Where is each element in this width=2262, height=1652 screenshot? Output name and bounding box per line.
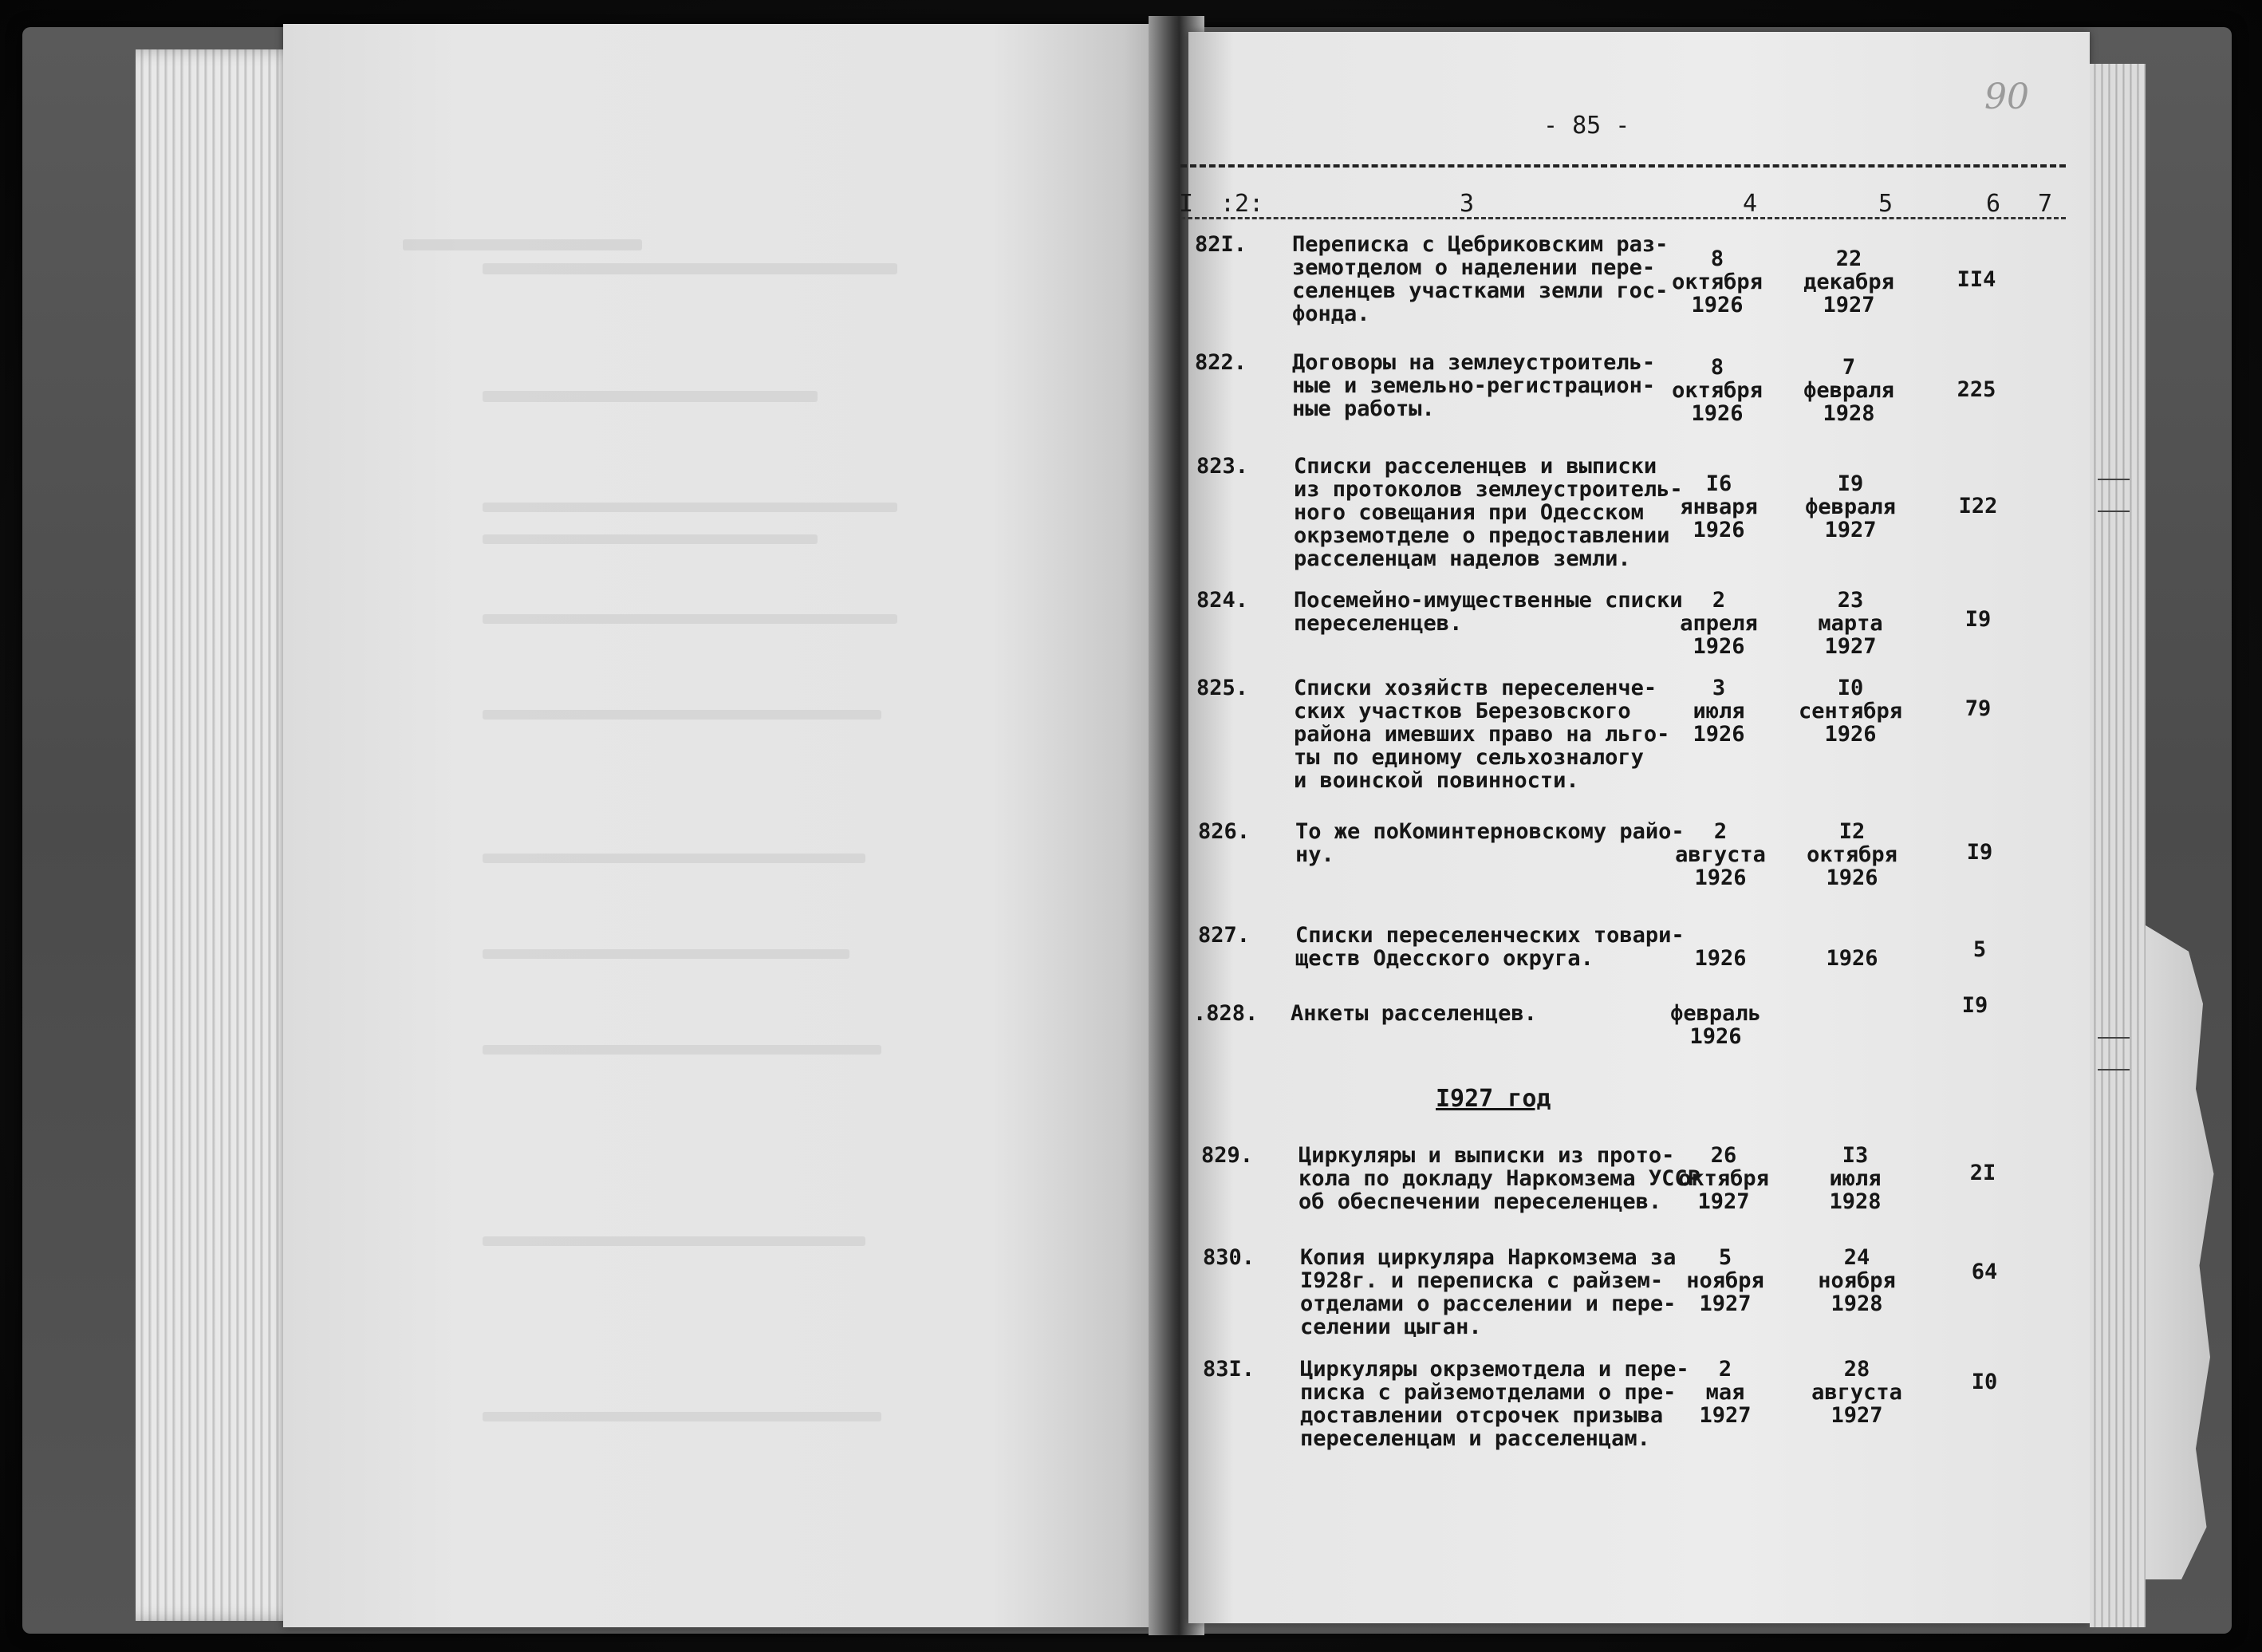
margin-mark (2098, 511, 2130, 512)
entry-start-date: 8 октября 1926 (1672, 355, 1763, 426)
entry-sheet-count: I9 (1961, 993, 1988, 1018)
column-1-header: I (1179, 190, 1194, 218)
entry-number: .828. (1193, 1001, 1259, 1026)
entry-sheet-count: I9 (1966, 840, 1993, 865)
right-page-edges (2090, 64, 2146, 1627)
entry-end-date: 23 марта 1927 (1818, 588, 1883, 659)
entry-sheet-count: 5 (1972, 937, 1987, 962)
entry-end-date: 1926 (1826, 946, 1878, 971)
entry-start-date: 2 августа 1926 (1675, 819, 1766, 890)
entry-description: Списки переселенческих товари- ществ Одесского округа. (1295, 923, 1685, 971)
entry-start-date: 2 мая 1927 (1699, 1357, 1752, 1428)
entry-start-date: 5 ноября 1927 (1686, 1245, 1764, 1316)
entry-number: 827. (1198, 923, 1251, 948)
entry-number: 826. (1198, 819, 1251, 844)
entry-number: 82I. (1195, 232, 1247, 257)
entry-start-date: 3 июля 1926 (1693, 676, 1745, 747)
column-5-header: 5 (1878, 190, 1894, 218)
entry-end-date: I2 октября 1926 (1807, 819, 1897, 890)
column-6-header: 6 (1986, 190, 2001, 218)
column-2-header: :2: (1220, 190, 1264, 218)
entry-number: 825. (1196, 676, 1249, 700)
margin-mark (2098, 1069, 2130, 1070)
entry-start-date: 2 апреля 1926 (1680, 588, 1758, 659)
entry-number: 830. (1203, 1245, 1255, 1270)
entry-sheet-count: 2I (1969, 1161, 1996, 1185)
entry-start-date: 1926 (1694, 946, 1747, 971)
handwritten-folio-number: 90 (1984, 77, 2029, 117)
entry-description: Списки хозяйств переселенче- ских участков Березовского района имевших право на льго- ты по единому сельхозналогу и воинской повинности. (1294, 676, 1670, 793)
column-header-rule (1180, 217, 2066, 219)
entry-end-date: 28 августа 1927 (1811, 1357, 1902, 1428)
entry-description: Посемейно-имущественные списки переселенцев. (1294, 588, 1683, 636)
entry-start-date: 26 октября 1927 (1678, 1143, 1769, 1214)
column-3-header: 3 (1460, 190, 1475, 218)
entry-description: Анкеты расселенцев. (1291, 1001, 1537, 1026)
left-page-blank (283, 24, 1168, 1627)
entry-description: Переписка с Цебриковским раз- земотделом о наделении пере- селенцев участками земли гос- фонда. (1292, 232, 1669, 326)
entry-number: 83I. (1203, 1357, 1255, 1382)
entry-description: Циркуляры и выписки из прото- кола по докладу Наркомзема УССР об обеспечении переселенцев. (1298, 1143, 1700, 1214)
page-number: - 85 - (1543, 112, 1630, 140)
entry-end-date: I3 июля 1928 (1829, 1143, 1882, 1214)
column-4-header: 4 (1743, 190, 1758, 218)
entry-description: Договоры на землеустроитель- ные и земельно-регистрацион- ные работы. (1292, 350, 1656, 421)
entry-sheet-count: 64 (1971, 1260, 1998, 1284)
entry-number: 829. (1201, 1143, 1254, 1168)
entry-end-date: I9 февраля 1927 (1805, 471, 1896, 542)
entry-end-date: I0 сентября 1926 (1798, 676, 1903, 747)
entry-start-date: февраль 1926 (1670, 1001, 1761, 1049)
entry-number: 824. (1196, 588, 1249, 613)
entry-sheet-count: II4 (1957, 267, 1996, 292)
entry-sheet-count: I9 (1964, 607, 1992, 632)
entry-end-date: 24 ноября 1928 (1818, 1245, 1896, 1316)
entry-end-date: 7 февраля 1928 (1803, 355, 1894, 426)
entry-start-date: I6 января 1926 (1680, 471, 1758, 542)
entry-number: 823. (1196, 454, 1249, 479)
entry-sheet-count: 225 (1957, 377, 1996, 402)
header-dashed-rule (1180, 164, 2066, 168)
entry-description: Циркуляры окрземотдела и пере- писка с райземотделами о пре- доставлении отсрочек призыва переселенцам и расселенцам. (1300, 1357, 1689, 1451)
section-heading: I927 год (1436, 1085, 1551, 1113)
entry-end-date: 22 декабря 1927 (1803, 246, 1894, 317)
column-7-header: 7 (2038, 190, 2053, 218)
entry-description: Списки расселенцев и выписки из протоколов землеустроитель- ного совещания при Одесском окрземотделе о предоставлении расселенцам наделов земли. (1294, 454, 1683, 571)
entry-sheet-count: 79 (1964, 696, 1992, 721)
margin-mark (2098, 479, 2130, 480)
entry-start-date: 8 октября 1926 (1672, 246, 1763, 317)
margin-mark (2098, 1037, 2130, 1039)
entry-description: То же поКоминтерновскому райо- ну. (1295, 819, 1685, 867)
entry-sheet-count: I0 (1971, 1370, 1998, 1394)
entry-description: Копия циркуляра Наркомзема за I928г. и переписка с райзем- отделами о расселении и пере- селении цыган. (1300, 1245, 1677, 1339)
entry-number: 822. (1195, 350, 1247, 375)
entry-sheet-count: I22 (1958, 494, 1998, 518)
